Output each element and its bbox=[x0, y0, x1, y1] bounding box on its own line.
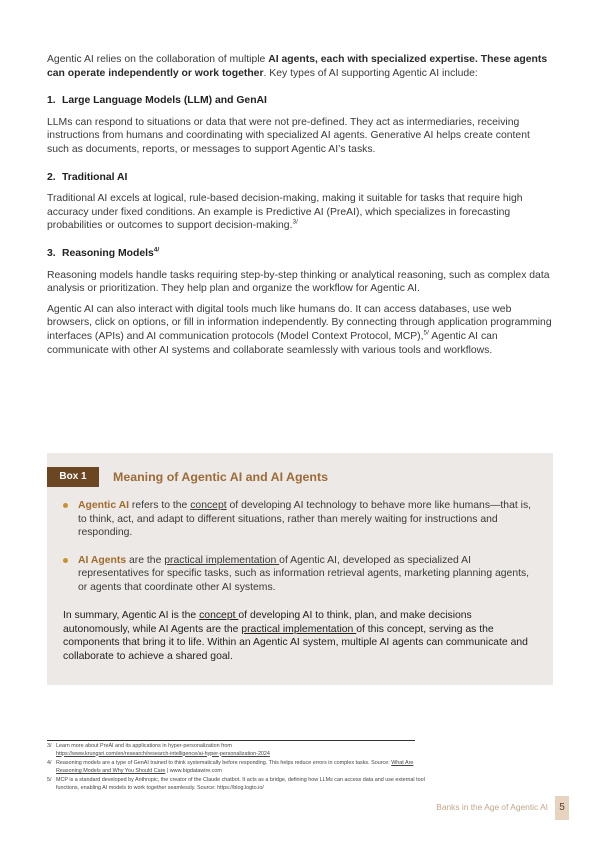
footer-title: Banks in the Age of Agentic AI bbox=[436, 802, 548, 812]
intro-paragraph: Agentic AI relies on the collaboration of multiple AI agents, each with specialized expertise. These agents can operate independently or work together. Key types of AI supporting Agentic AI include: bbox=[47, 54, 548, 79]
main-content bbox=[47, 53, 553, 357]
footnote-ref-3[interactable]: 3/ bbox=[292, 218, 298, 226]
footnotes bbox=[47, 743, 427, 795]
box-1 bbox=[47, 453, 553, 685]
box-bullet-list bbox=[63, 499, 541, 609]
intro-bold-text: AI agents, each with specialized expertise. These agents can operate independently or work together bbox=[47, 54, 548, 79]
footnote-4: 4/ Reasoning models are a type of GenAI trained to think systematically before responding. This helps reduce errors in complex tasks. Source: What Are Reasoning Models and Why You Should Care | www.bigdatawire.com bbox=[47, 760, 414, 774]
section-3-body: Reasoning models handle tasks requiring step-by-step thinking or analytical reasoning, such as complex data analysis or prioritization. They help plan and organize the workflow for Agentic AI. bbox=[47, 269, 550, 295]
footnote-divider bbox=[47, 740, 415, 741]
footnote-3: 3/ Learn more about PreAI and its applications in hyper-personalization from https://www.krungsri.com/en/research/research-intelligence/ai-hyper-personalization-2024 bbox=[47, 743, 270, 757]
bullet-dot-icon bbox=[63, 503, 68, 508]
page-number: 5 bbox=[555, 796, 569, 820]
footnote-5: 5/ MCP is a standard developed by Anthropic, the creator of the Claude chatbot. It acts as a bridge, defining how LLMs can access data and use external tool functions, enabling AI models to work together seamlessly. Source: https://blog.logto.io/ bbox=[47, 777, 425, 791]
list-item: Agentic AI refers to the concept of developing AI technology to behave more like humans—that is, to think, act, and adapt to different situations, rather than merely waiting for instructions and responding. bbox=[63, 499, 541, 540]
section-1-body: LLMs can respond to situations or data that were not pre-defined. They act as intermediaries, receiving instructions from humans and coordinating with specialized AI agents. Generative AI helps create content such as documents, reports, or messages to support Agentic AI’s tasks. bbox=[47, 116, 530, 155]
section-2-heading: 2. Traditional AI bbox=[47, 171, 128, 183]
footnote-4-link[interactable]: What Are Reasoning Models and Why You Should Care bbox=[56, 760, 414, 774]
section-2-body: Traditional AI excels at logical, rule-based decision-making, making it suitable for tasks that require high accuracy under fixed conditions. An example is Predictive AI (PreAI), which specializes in forecasting probabilities or outcomes to support decision-making.$^{3/}$ bbox=[47, 193, 523, 232]
closing-paragraph: Agentic AI can also interact with digital tools much like humans do. It can access databases, use web browsers, click on options, or fill in information independently. By connecting through application programming interfaces (APIs) and AI communication protocols (Model Context Protocol, MCP),$^{5/}$ Agentic AI can communicate with other AI systems and collaborate seamlessly with various tools and workflows. bbox=[47, 303, 552, 356]
list-item: AI Agents are the practical implementation of Agentic AI, developed as specialized AI representatives for specific tasks, such as information retrieval agents, marketing planning agents, or agents that coordinate other AI systems. bbox=[63, 554, 541, 595]
box-tag: Box 1 bbox=[47, 467, 99, 487]
box-summary: In summary, Agentic AI is the concept of developing AI to think, plan, and make decisions autonomously, while AI Agents are the practical implementation of this concept, serving as the components that bring it to life. Within an Agentic AI system, multiple AI agents can communicate and collaborate to achieve a shared goal. bbox=[63, 610, 528, 662]
section-3-heading: 3. Reasoning Models$^{4/}$ bbox=[47, 246, 160, 259]
section-1-heading: 1. Large Language Models (LLM) and GenAI bbox=[47, 95, 267, 107]
footnote-3-link[interactable]: https://www.krungsri.com/en/research/research-intelligence/ai-hyper-personalization-2024 bbox=[56, 750, 270, 757]
footnote-ref-4[interactable]: 4/ bbox=[153, 246, 160, 254]
footnote-ref-5[interactable]: 5/ bbox=[423, 329, 429, 337]
box-title: Meaning of Agentic AI and AI Agents bbox=[113, 470, 329, 484]
bullet-dot-icon bbox=[63, 558, 68, 563]
